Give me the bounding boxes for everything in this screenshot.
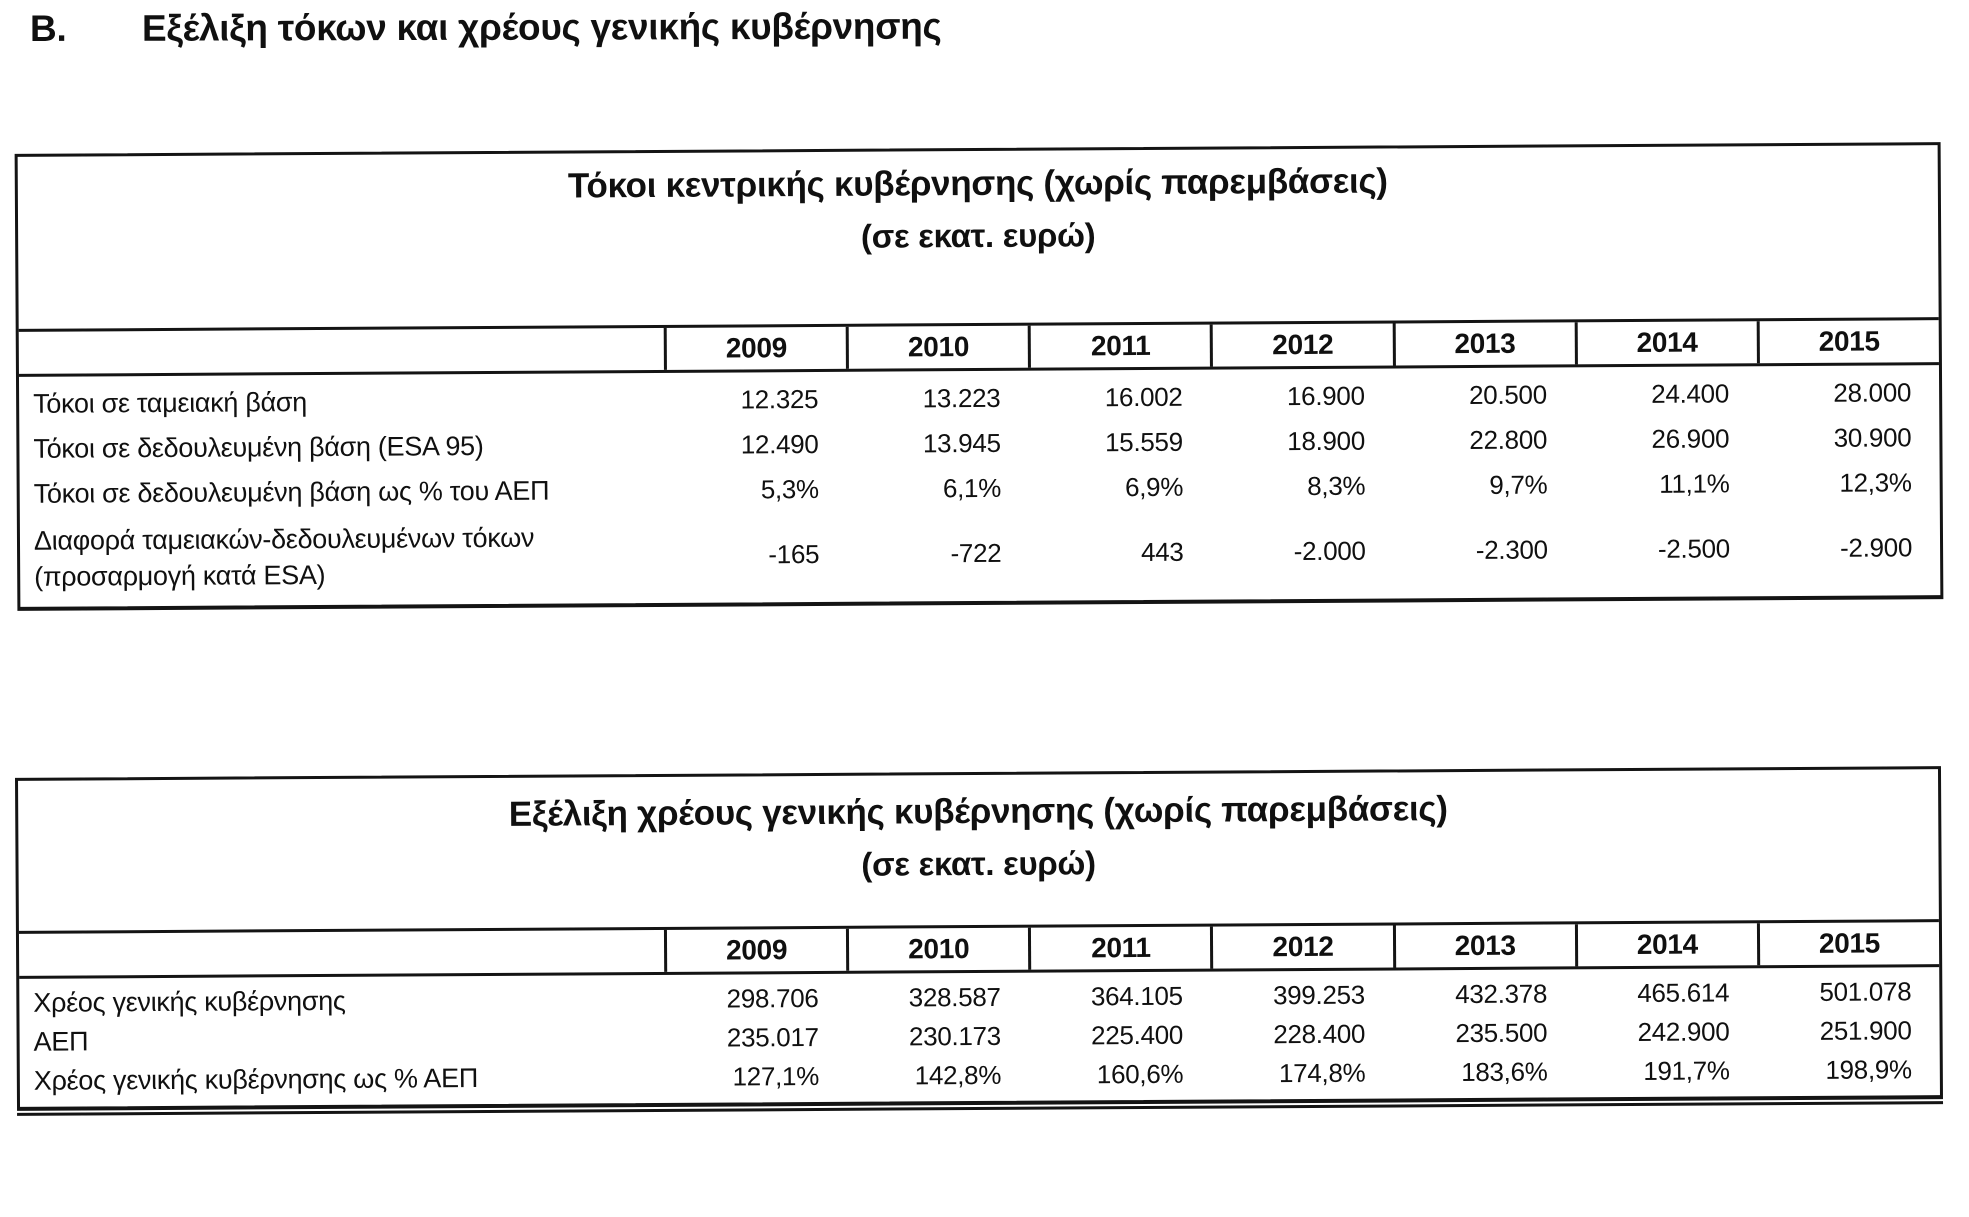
row-label: Τόκοι σε δεδουλευμένη βάση (ESA 95) (33, 431, 484, 464)
value-cell: 198,9% (1825, 1054, 1912, 1085)
header-label-spacer (19, 930, 664, 976)
value-cell: 191,7% (1643, 1055, 1730, 1086)
value-cell: 6,9% (1124, 471, 1184, 503)
value-cell: 298.706 (726, 982, 819, 1014)
value-cell: 12.490 (740, 428, 819, 460)
row-label-line1: Διαφορά ταμειακών-δεδουλευμένων τόκων (33, 522, 535, 556)
value-cell: 501.078 (1819, 976, 1912, 1007)
year-header-2014: 2014 (1574, 321, 1756, 364)
debt-table (15, 766, 1943, 1111)
value-cell: 228.400 (1273, 1018, 1366, 1050)
value-cell: 142,8% (914, 1059, 1002, 1091)
year-header-2013: 2013 (1392, 322, 1574, 365)
header-label-spacer (19, 328, 664, 374)
value-cell: -2.000 (1293, 535, 1366, 566)
value-cell: 16.900 (1286, 380, 1365, 412)
value-cell: 364.105 (1090, 980, 1183, 1012)
year-header-2010: 2010 (846, 928, 1028, 971)
value-cell: 399.253 (1272, 979, 1366, 1011)
year-header-2013: 2013 (1392, 924, 1574, 967)
year-header-2009: 2009 (664, 929, 846, 972)
row-label: ΑΕΠ (33, 1026, 89, 1057)
value-cell: 18.900 (1287, 425, 1366, 457)
year-header-2014: 2014 (1575, 923, 1757, 966)
value-cell: 432.378 (1455, 978, 1548, 1010)
value-cell: 16.002 (1104, 381, 1183, 413)
value-cell: 22.800 (1469, 424, 1548, 456)
year-header-2011: 2011 (1028, 325, 1210, 368)
value-cell: -722 (950, 537, 1002, 568)
value-cell: 183,6% (1461, 1056, 1548, 1088)
year-header-2012: 2012 (1210, 323, 1392, 366)
value-cell: 20.500 (1468, 379, 1547, 411)
value-cell: 28.000 (1833, 377, 1912, 408)
value-cell: 6,1% (942, 472, 1002, 504)
value-cell: -2.900 (1840, 531, 1913, 563)
value-cell: 8,3% (1307, 470, 1366, 501)
value-cell: 12,3% (1839, 467, 1912, 498)
section-letter: Β. (29, 7, 67, 49)
value-cell: 9,7% (1489, 469, 1548, 500)
value-cell: 30.900 (1833, 422, 1912, 453)
value-cell: -2.300 (1475, 534, 1548, 565)
interest-table-subtitle: (σε εκατ. ευρώ) (860, 216, 1096, 255)
interest-table (15, 142, 1944, 611)
value-cell: 230.173 (908, 1020, 1001, 1052)
value-cell: 174,8% (1278, 1057, 1366, 1089)
value-cell: 12.325 (740, 383, 819, 415)
value-cell: 443 (1140, 536, 1184, 567)
value-cell: 26.900 (1651, 423, 1730, 454)
value-cell: -165 (768, 538, 820, 569)
value-cell: 235.017 (726, 1021, 819, 1053)
value-cell: 235.500 (1455, 1017, 1548, 1049)
year-header-2009: 2009 (664, 327, 846, 370)
year-header-2015: 2015 (1757, 922, 1939, 965)
row-label-line2: (προσαρμογή κατά ESA) (34, 559, 326, 592)
value-cell: 251.900 (1819, 1015, 1912, 1046)
value-cell: 15.559 (1104, 426, 1183, 458)
year-header-2010: 2010 (846, 326, 1028, 369)
value-cell: -2.500 (1657, 532, 1730, 564)
value-cell: 328.587 (908, 981, 1001, 1013)
value-cell: 5,3% (760, 473, 819, 505)
year-header-2011: 2011 (1028, 927, 1210, 970)
value-cell: 160,6% (1096, 1058, 1184, 1090)
value-cell: 11,1% (1659, 468, 1730, 499)
debt-table-subtitle: (σε εκατ. ευρώ) (861, 844, 1096, 883)
interest-table-title-block (18, 145, 1939, 329)
row-label: Τόκοι σε δεδουλευμένη βάση ως % του ΑΕΠ (33, 475, 550, 509)
debt-table-body (19, 967, 1940, 1107)
debt-table-title-block (18, 769, 1939, 931)
value-cell: 24.400 (1651, 378, 1730, 409)
year-header-2015: 2015 (1757, 320, 1939, 363)
value-cell: 13.945 (922, 427, 1001, 459)
interest-table-title: Τόκοι κεντρικής κυβέρνησης (χωρίς παρεμβάσεις) (567, 161, 1388, 206)
row-label (20, 519, 665, 595)
value-cell: 242.900 (1637, 1016, 1730, 1047)
value-cell: 13.223 (922, 382, 1001, 414)
section-title: Εξέλιξη τόκων και χρέους γενικής κυβέρνησης (141, 5, 942, 49)
debt-table-title: Εξέλιξη χρέους γενικής κυβέρνησης (χωρίς παρεμβάσεις) (508, 789, 1448, 834)
row-label: Τόκοι σε ταμειακή βάση (33, 387, 308, 419)
interest-table-body (19, 365, 1940, 607)
row-label: Χρέος γενικής κυβέρνησης ως % ΑΕΠ (33, 1063, 479, 1096)
value-cell: 465.614 (1637, 977, 1730, 1008)
value-cell: 127,1% (732, 1060, 820, 1092)
table-row-cash-accrual-difference (20, 505, 1940, 601)
year-header-2012: 2012 (1210, 925, 1392, 968)
value-cell: 225.400 (1091, 1019, 1184, 1051)
row-label: Χρέος γενικής κυβέρνησης (33, 985, 346, 1018)
section-heading (30, 6, 942, 50)
